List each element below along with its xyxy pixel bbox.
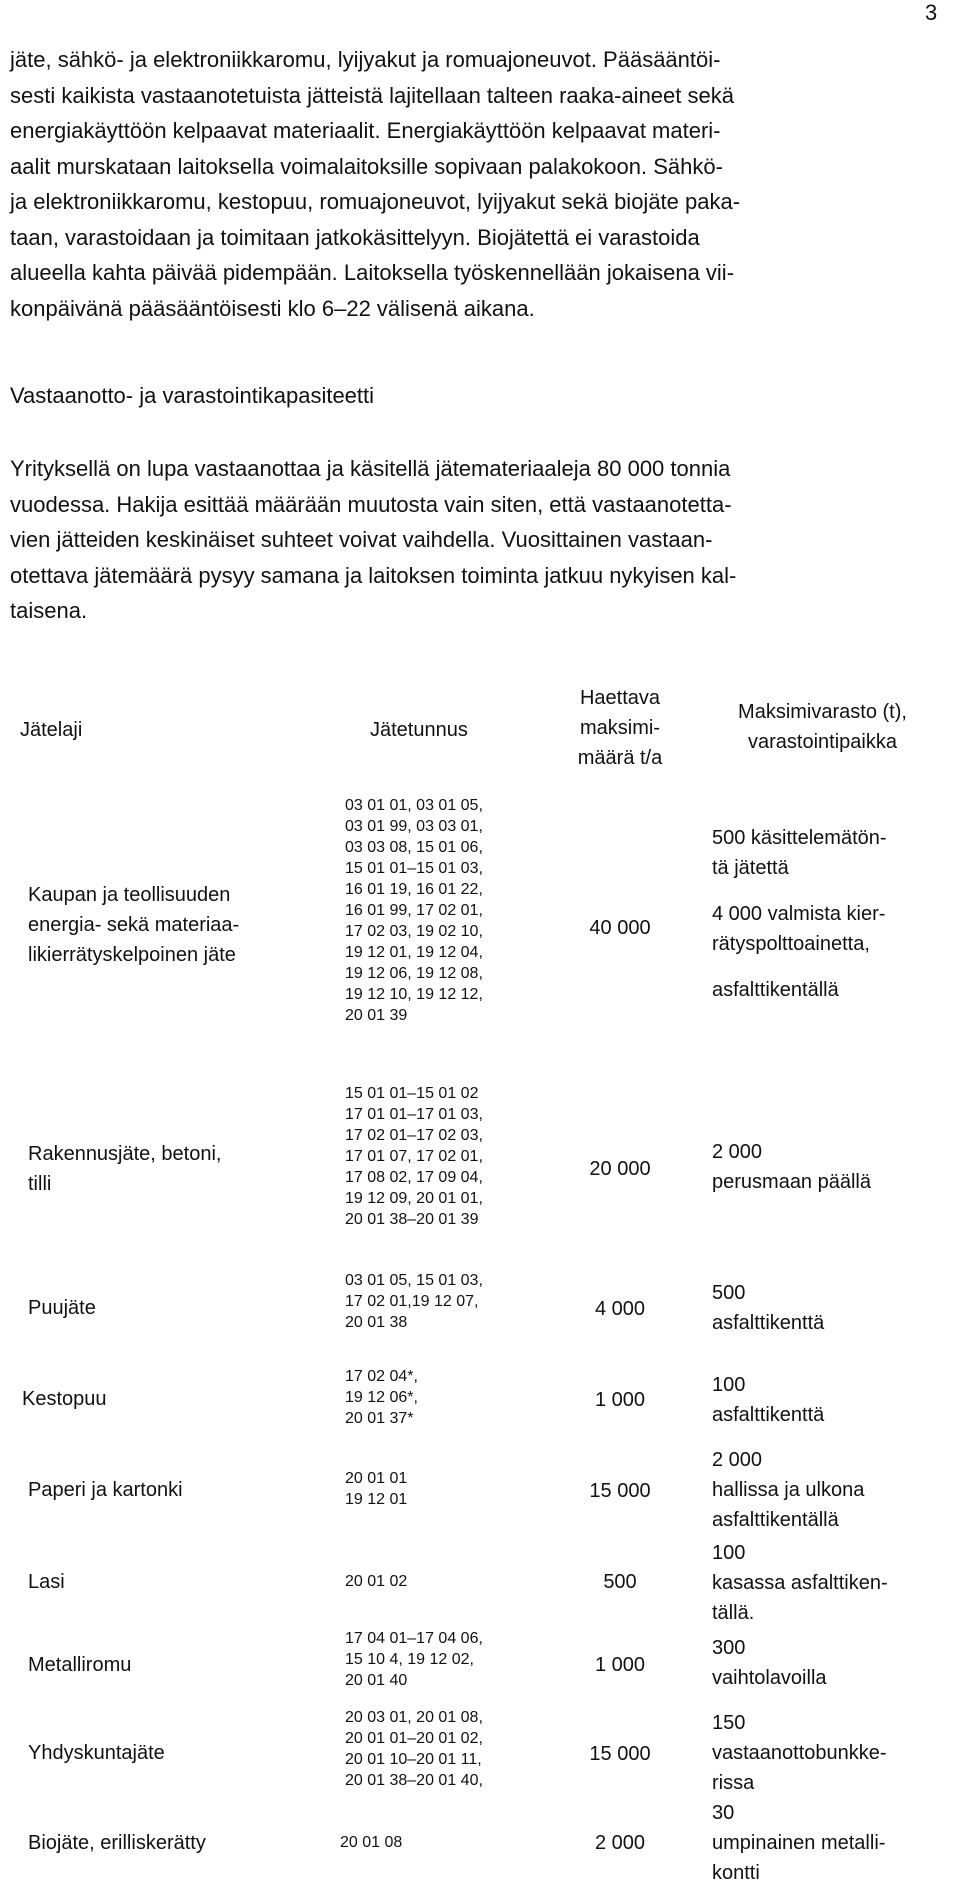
- table-row-waste-code: 03 01 01, 03 01 05, 03 01 99, 03 03 01, 03 03 08, 15 01 06, 15 01 01–15 01 03, 16 01 19, 16 01 22, 16 01 99, 17 02 01, 17 02 03, 19 02 10, 19 12 01, 19 12 04, 19 12 06, 19 12 08, 19 12 10, 19 12 12, 20 01 39: [345, 797, 483, 1024]
- table-row-max-storage: 300 vaihtolavoilla: [712, 1637, 827, 1689]
- table-row-waste-code: 20 01 02: [345, 1573, 408, 1590]
- table-row-waste-code: 17 02 04*, 19 12 06*, 20 01 37*: [345, 1368, 418, 1427]
- paragraph-line: taan, varastoidaan ja toimitaan jatkokäsittelyyn. Biojätettä ei varastoida: [10, 224, 700, 250]
- table-row-waste-type: Rakennusjäte, betoni, tilli: [28, 1143, 222, 1195]
- table-header-waste-type: Jätelaji: [20, 719, 83, 741]
- table-row-waste-type: Lasi: [28, 1571, 65, 1593]
- paragraph-line: ja elektroniikkaromu, kestopuu, romuajoneuvot, lyijyakut sekä biojäte paka-: [10, 189, 741, 214]
- table-row-max-storage: 500 käsittelemätön- tä jätettä 4 000 valmista kier- rätyspolttoainetta, asfalttikentällä: [712, 827, 887, 1001]
- table-row-max-storage: 2 000 hallissa ja ulkona asfalttikentällä: [712, 1449, 865, 1531]
- table-row-waste-type: Paperi ja kartonki: [28, 1479, 183, 1501]
- table-row-waste-type: Yhdyskuntajäte: [28, 1742, 165, 1764]
- table-row-waste-type: Kaupan ja teollisuuden energia- sekä materiaa- likierrätyskelpoinen jäte: [28, 884, 240, 966]
- paragraph-line: vien jätteiden keskinäiset suhteet voivat vaihdella. Vuosittainen vastaan-: [10, 527, 713, 552]
- section-heading: Vastaanotto- ja varastointikapasiteetti: [10, 383, 375, 408]
- table-row-max-amount: 4 000: [594, 1298, 646, 1320]
- table-row-max-amount: 500: [603, 1571, 637, 1593]
- paragraph-line: sesti kaikista vastaanotetuista jätteistä lajitellaan talteen raaka-aineet sekä: [10, 82, 734, 108]
- table-row-max-amount: 15 000: [589, 1480, 651, 1502]
- table-row-max-storage: 100 asfalttikenttä: [712, 1374, 825, 1426]
- table-row-max-storage: 100 kasassa asfalttiken- tällä.: [712, 1542, 888, 1624]
- table-header-max-amount: Haettava maksimi- määrä t/a: [577, 687, 663, 769]
- table-row-waste-type: Biojäte, erilliskerätty: [28, 1832, 206, 1854]
- paragraph-line: Yrityksellä on lupa vastaanottaa ja käsitellä jätemateriaaleja 80 000 tonnia: [10, 456, 731, 481]
- paragraph-line: jäte, sähkö- ja elektroniikkaromu, lyijyakut ja romuajoneuvot. Pääsääntöi-: [10, 47, 721, 72]
- paragraph-line: konpäivänä pääsääntöisesti klo 6–22 välisenä aikana.: [10, 295, 535, 321]
- table-row-waste-code: 17 04 01–17 04 06, 15 10 4, 19 12 02, 20 01 40: [345, 1630, 483, 1689]
- table-row-waste-code: 20 01 08: [340, 1834, 403, 1851]
- paragraph-line: energiakäyttöön kelpaavat materiaalit. Energiakäyttöön kelpaavat materi-: [10, 118, 721, 143]
- table-row-max-amount: 20 000: [589, 1158, 651, 1180]
- table-row-max-storage: 150 vastaanottobunkke- rissa: [712, 1712, 887, 1794]
- table-row-max-amount: 40 000: [589, 917, 651, 939]
- paragraph-line: alueella kahta päivää pidempään. Laitoksella työskennellään jokaisena vii-: [10, 260, 735, 285]
- table-header-waste-code: Jätetunnus: [370, 719, 468, 741]
- table-row-max-storage: 2 000 perusmaan päällä: [712, 1141, 871, 1193]
- table-row-waste-type: Metalliromu: [28, 1654, 132, 1676]
- table-row-max-storage: 30 umpinainen metalli- kontti: [712, 1802, 886, 1884]
- paragraph-line: otettava jätemäärä pysyy samana ja laitoksen toiminta jatkuu nykyisen kal-: [10, 562, 737, 588]
- table-row-waste-code: 20 03 01, 20 01 08, 20 01 01–20 01 02, 20 01 10–20 01 11, 20 01 38–20 01 40,: [345, 1709, 483, 1789]
- paragraph-line: vuodessa. Hakija esittää määrään muutosta vain siten, että vastaanotetta-: [10, 491, 732, 517]
- paragraph-line: taisena.: [10, 598, 88, 623]
- table-row-waste-type: Puujäte: [28, 1297, 96, 1319]
- table-row-max-storage: 500 asfalttikenttä: [712, 1282, 825, 1334]
- paragraph-line: aalit murskataan laitoksella voimalaitoksille sopivaan palakokoon. Sähkö-: [10, 153, 723, 179]
- table-row-waste-type: Kestopuu: [22, 1388, 107, 1410]
- table-row-max-amount: 1 000: [594, 1389, 646, 1411]
- table-row-waste-code: 20 01 01 19 12 01: [345, 1470, 408, 1508]
- table-header-max-storage: Maksimivarasto (t), varastointipaikka: [738, 701, 907, 753]
- table-row-max-amount: 1 000: [594, 1654, 646, 1676]
- capacity-paragraph: [10, 451, 910, 629]
- intro-paragraph: [10, 42, 910, 326]
- page-number: 3: [925, 0, 938, 25]
- table-row-max-amount: 2 000: [594, 1832, 646, 1854]
- table-row-waste-code: 15 01 01–15 01 02 17 01 01–17 01 03, 17 02 01–17 02 03, 17 01 07, 17 02 01, 17 08 02, 17 09 04, 19 12 09, 20 01 01, 20 01 38–20 01 39: [345, 1085, 483, 1228]
- table-row-waste-code: 03 01 05, 15 01 03, 17 02 01,19 12 07, 20 01 38: [345, 1272, 483, 1331]
- table-row-max-amount: 15 000: [589, 1743, 651, 1765]
